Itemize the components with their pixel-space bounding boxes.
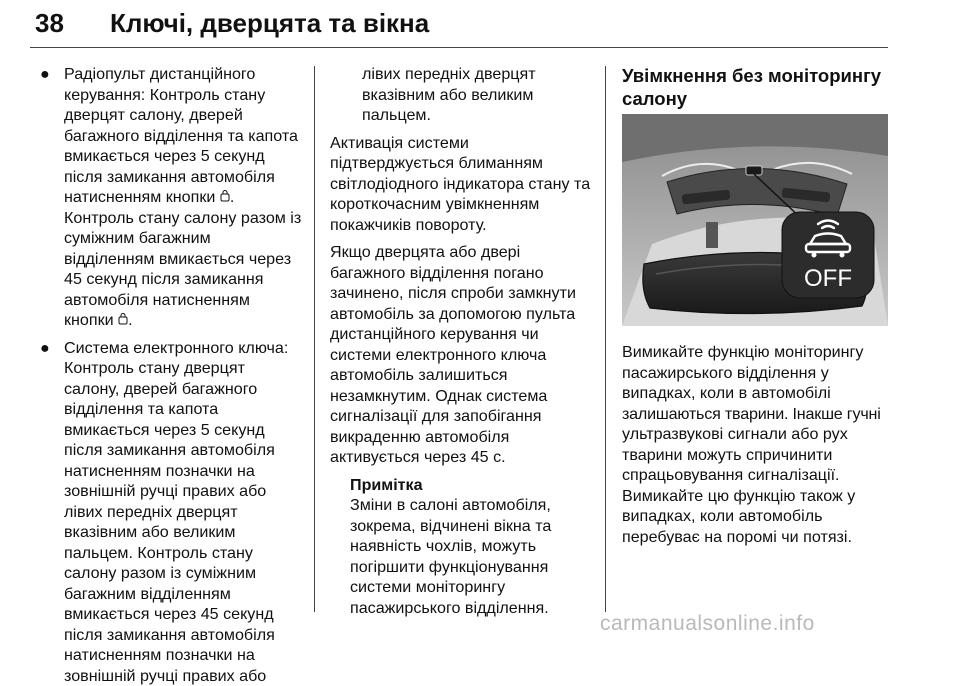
text-line: керування: Контроль стану bbox=[64, 85, 302, 106]
text-line: багажного відділення та капота bbox=[64, 126, 302, 147]
text-line: системи моніторингу bbox=[350, 577, 598, 598]
text-line: зокрема, відчинені вікна та bbox=[350, 516, 598, 537]
text-line: пальцем. bbox=[362, 105, 598, 126]
text-line: системи електронного ключа bbox=[330, 345, 598, 366]
text-line: багажного відділення погано bbox=[330, 263, 598, 284]
bullet-dot: ● bbox=[40, 64, 50, 85]
text-line: натисненням позначки на bbox=[64, 645, 302, 666]
text-line: суміжним багажним bbox=[64, 228, 302, 249]
text-line: салону разом із суміжним bbox=[64, 563, 302, 584]
text-line: Вимикайте цю функцію також у bbox=[622, 486, 892, 507]
section-heading bbox=[622, 64, 890, 110]
paragraph-doors-not-closed bbox=[330, 242, 598, 468]
text-line: короткочасним увімкненням bbox=[330, 194, 598, 215]
paragraph-disable-monitoring bbox=[622, 342, 892, 547]
text-line: зовнішній ручці правих або bbox=[64, 481, 302, 502]
text-line: автомобіль залишиться bbox=[330, 365, 598, 386]
text-line: пасажирського відділення. bbox=[350, 598, 598, 619]
watermark: carmanualsonline.info bbox=[600, 612, 815, 636]
text-line: залишаються тварини. Інакше гучні bbox=[622, 404, 892, 425]
text-line: після замикання автомобіля bbox=[64, 440, 302, 461]
text-line: відділенням вмикається через bbox=[64, 249, 302, 270]
text-line: натисненням кнопки . bbox=[64, 187, 302, 208]
text-fragment: кнопки bbox=[64, 311, 114, 329]
text-line: дверцят салону, дверей bbox=[64, 105, 302, 126]
header-rule bbox=[30, 47, 888, 48]
text-line: покажчиків повороту. bbox=[330, 215, 598, 236]
text-line: пасажирського відділення у bbox=[622, 363, 892, 384]
text-line: перебуває на поромі чи потязі. bbox=[622, 527, 892, 548]
text-line: багажним відділенням bbox=[64, 584, 302, 605]
text-line: підтверджується блиманням bbox=[330, 153, 598, 174]
text-line: наявність чохлів, можуть bbox=[350, 536, 598, 557]
bullet-remote-control bbox=[32, 64, 302, 331]
text-line: вмикається через 45 секунд bbox=[64, 604, 302, 625]
text-line: активується через 45 с. bbox=[330, 447, 598, 468]
bullet-dot: ● bbox=[40, 338, 50, 359]
text-line: салону, дверей багажного bbox=[64, 379, 302, 400]
text-line: Контроль стану дверцят bbox=[64, 358, 302, 379]
text-line: вмикається через 5 секунд bbox=[64, 146, 302, 167]
note-title: Примітка bbox=[350, 475, 598, 496]
text-line: лівих передніх дверцят bbox=[362, 64, 598, 85]
text-line: Активація системи bbox=[330, 133, 598, 154]
text-line: вказівним або великим bbox=[362, 85, 598, 106]
text-line: Система електронного ключа: bbox=[64, 338, 302, 359]
text-line: спрацьовування сигналізації. bbox=[622, 465, 892, 486]
page-number: 38 bbox=[35, 8, 64, 39]
text-line: зовнішній ручці правих або bbox=[64, 666, 302, 686]
off-label: OFF bbox=[804, 265, 852, 292]
overhead-console-figure bbox=[622, 114, 888, 326]
column-divider-2 bbox=[605, 66, 606, 612]
heading-line: салону bbox=[622, 87, 890, 110]
text-fragment: натисненням кнопки bbox=[64, 188, 215, 206]
text-line: кнопки . bbox=[64, 310, 302, 331]
column-2 bbox=[330, 64, 598, 618]
text-line: сигналізації для запобігання bbox=[330, 406, 598, 427]
text-line: автомобіль за допомогою пульта bbox=[330, 304, 598, 325]
text-line: викраденню автомобіля bbox=[330, 427, 598, 448]
page-title: Ключі, дверцята та вікна bbox=[110, 8, 429, 39]
column-divider-1 bbox=[314, 66, 315, 612]
text-line: ультразвукові сигнали або рух bbox=[622, 424, 892, 445]
text-line: Контроль стану салону разом із bbox=[64, 208, 302, 229]
note-block bbox=[330, 475, 598, 619]
page-header bbox=[0, 0, 960, 46]
text-line: Вимикайте функцію моніторингу bbox=[622, 342, 892, 363]
text-line: незамкнутим. Однак система bbox=[330, 386, 598, 407]
text-line: натисненням позначки на bbox=[64, 461, 302, 482]
text-line: світлодіодного індикатора стану та bbox=[330, 174, 598, 195]
text-line: тварини можуть спричинити bbox=[622, 445, 892, 466]
text-line: Якщо дверцята або дверi bbox=[330, 242, 598, 263]
lock-key-icon bbox=[118, 312, 128, 325]
text-line: після замикання автомобіля bbox=[64, 167, 302, 188]
text-line: 45 секунд після замикання bbox=[64, 269, 302, 290]
text-line: випадках, коли в автомобілі bbox=[622, 383, 892, 404]
heading-line: Увімкнення без моніторингу bbox=[622, 64, 890, 87]
text-line: випадках, коли автомобіль bbox=[622, 506, 892, 527]
text-line: відділення та капота bbox=[64, 399, 302, 420]
text-line: після замикання автомобіля bbox=[64, 625, 302, 646]
text-line: вказівним або великим bbox=[64, 522, 302, 543]
text-line: вмикається через 5 секунд bbox=[64, 420, 302, 441]
text-line: лівих передніх дверцят bbox=[64, 502, 302, 523]
column-1 bbox=[32, 64, 302, 686]
continued-text bbox=[330, 64, 598, 126]
paragraph-activation bbox=[330, 133, 598, 236]
column-3 bbox=[622, 64, 890, 110]
bullet-electronic-key bbox=[32, 338, 302, 686]
text-line: Зміни в салоні автомобіля, bbox=[350, 495, 598, 516]
text-line: зачинено, після спроби замкнути bbox=[330, 283, 598, 304]
text-line: погіршити функціонування bbox=[350, 557, 598, 578]
text-line: Радіопульт дистанційного bbox=[64, 64, 302, 85]
lock-key-icon bbox=[220, 189, 230, 202]
text-line: автомобіля натисненням bbox=[64, 290, 302, 311]
text-line: дистанційного керування чи bbox=[330, 324, 598, 345]
text-line: пальцем. Контроль стану bbox=[64, 543, 302, 564]
